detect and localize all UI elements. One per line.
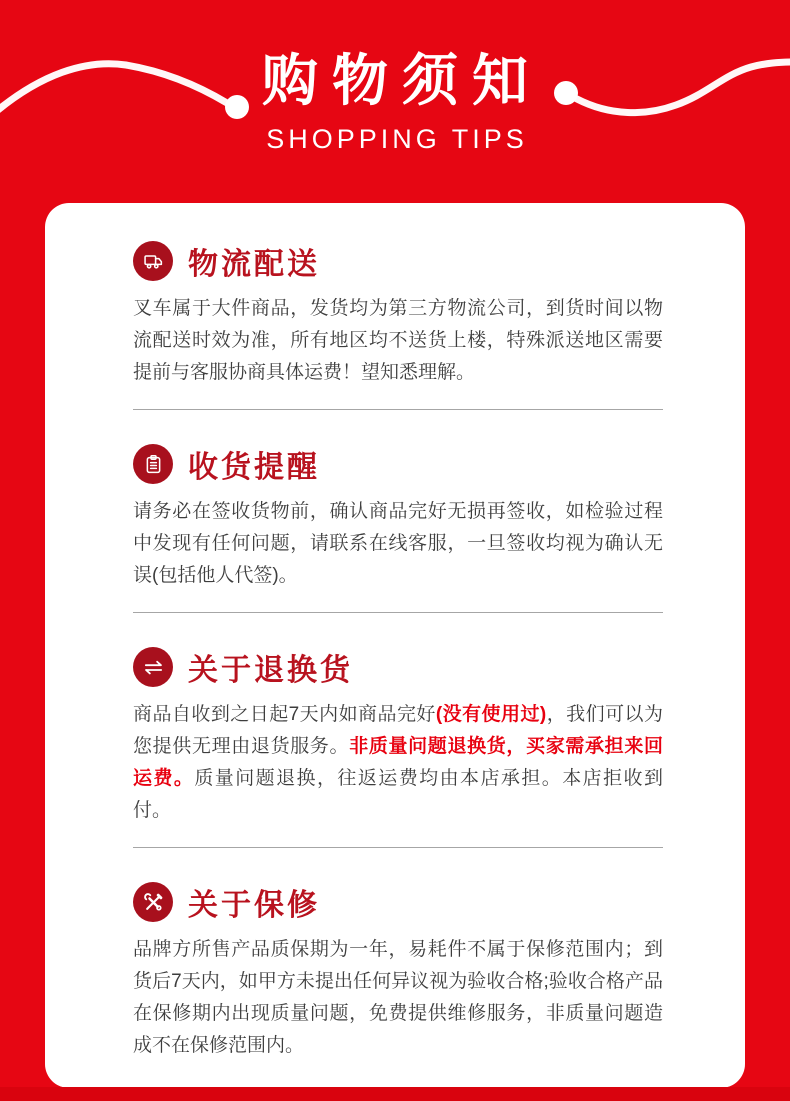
right-chalk-curve [577, 62, 790, 113]
page-title: 购物须知 [262, 49, 542, 112]
section-divider [133, 612, 663, 613]
tools-icon [133, 882, 173, 922]
left-chalk-dot [225, 95, 249, 119]
section-divider [133, 409, 663, 410]
decorative-chalk-lines [0, 0, 790, 200]
right-chalk-dot [554, 81, 578, 105]
left-chalk-curve [0, 64, 227, 115]
swap-arrows-icon [133, 647, 173, 687]
section-body: 请务必在签收货物前，确认商品完好无损再签收，如检验过程中发现有任何问题，请联系在线客服，一旦签收均视为确认无误(包括他人代签)。 [133, 501, 663, 586]
section-body: 商品自收到之日起7天内如商品完好(没有使用过)，我们可以为您提供无理由退货服务。非质量问题退换货，买家需承担来回运费。质量问题退换，往返运费均由本店承担。本店拒收到付。 [133, 704, 663, 821]
section-header [133, 444, 663, 484]
clipboard-icon [133, 444, 173, 484]
header-banner [0, 0, 790, 203]
info-card [45, 203, 745, 1088]
section-title: 物流配送 [188, 248, 320, 281]
info-section [133, 241, 663, 389]
section-body: 品牌方所售产品质保期为一年，易耗件不属于保修范围内；到货后7天内，如甲方未提出任何异议视为验收合格;验收合格产品在保修期内出现质量问题，免费提供维修服务，非质量问题造成不在保修范围内。 [133, 939, 663, 1056]
section-header [133, 882, 663, 922]
section-divider [133, 847, 663, 848]
section-title: 收货提醒 [188, 451, 320, 484]
info-section [133, 882, 663, 1062]
info-section [133, 444, 663, 592]
info-section [133, 647, 663, 827]
section-title: 关于退换货 [188, 654, 353, 687]
truck-icon [133, 241, 173, 281]
section-title: 关于保修 [188, 889, 320, 922]
section-body: 叉车属于大件商品，发货均为第三方物流公司，到货时间以物流配送时效为准，所有地区均不送货上楼，特殊派送地区需要提前与客服协商具体运费！望知悉理解。 [133, 298, 663, 383]
bottom-strip [0, 1087, 790, 1101]
section-header [133, 241, 663, 281]
section-header [133, 647, 663, 687]
page-subtitle: SHOPPING TIPS [266, 123, 528, 154]
